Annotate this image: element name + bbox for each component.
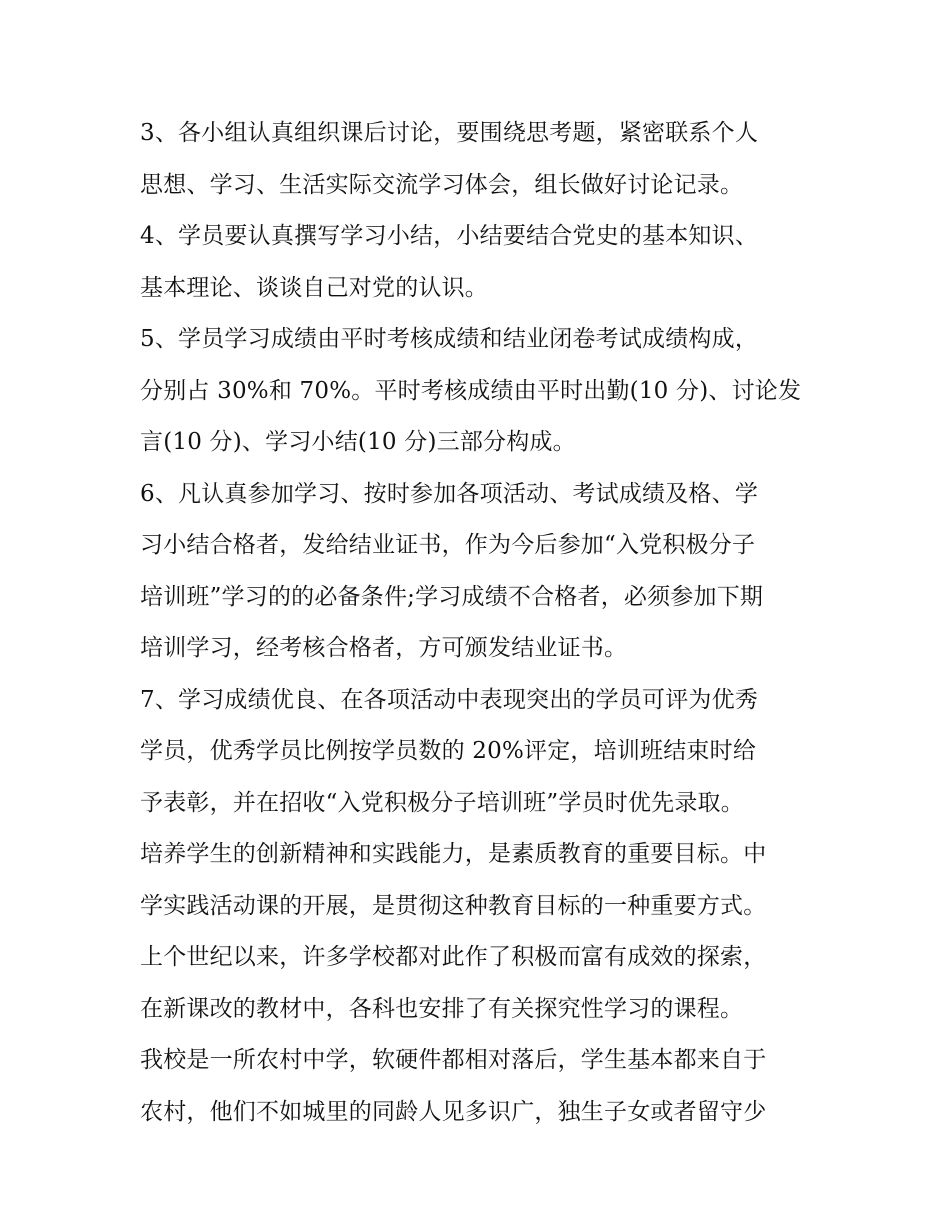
text-line: 3、各小组认真组织课后讨论，要围绕思考题，紧密联系个人 (140, 120, 759, 146)
paragraph-item-6 (140, 469, 820, 675)
paragraph-item-3 (140, 108, 820, 211)
paragraph-item-5 (140, 314, 820, 469)
paragraph-school (140, 1035, 820, 1138)
text-line: 5、学员学习成绩由平时考核成绩和结业闭卷考试成绩构成， (140, 326, 759, 352)
text-line: 思想、学习、生活实际交流学习体会，组长做好讨论记录。 (140, 171, 744, 198)
text-line: 上个世纪以来，许多学校都对此作了积极而富有成效的探索， (140, 944, 767, 970)
text-line: 言(10 分)、学习小结(10 分)三部分构成。 (140, 429, 576, 455)
text-line: 培训班”学习的的必备条件;学习成绩不合格者，必须参加下期 (140, 583, 764, 610)
text-line: 予表彰，并在招收“入党积极分子培训班”学员时优先录取。 (140, 789, 744, 816)
text-line: 我校是一所农村中学，软硬件都相对落后，学生基本都来自于 (140, 1047, 767, 1073)
text-line: 基本理论、谈谈自己对党的认识。 (140, 274, 488, 301)
text-line: 分别占 30%和 70%。平时考核成绩由平时出勤(10 分)、讨论发 (140, 377, 802, 404)
text-line: 在新课改的教材中，各科也安排了有关探究性学习的课程。 (140, 995, 744, 1022)
document-body (140, 108, 820, 1138)
text-line: 培训学习，经考核合格者，方可颁发结业证书。 (140, 635, 628, 661)
text-line: 农村，他们不如城里的同龄人见多识广，独生子女或者留守少 (140, 1098, 767, 1125)
text-line: 4、学员要认真撰写学习小结，小结要结合党史的基本知识、 (140, 223, 759, 249)
text-line: 学员，优秀学员比例按学员数的 20%评定，培训班结束时给 (140, 738, 757, 764)
paragraph-item-7 (140, 675, 820, 830)
paragraph-item-4 (140, 211, 820, 314)
text-line: 6、凡认真参加学习、按时参加各项活动、考试成绩及格、学 (140, 480, 759, 507)
text-line: 习小结合格者，发给结业证书，作为今后参加“入党积极分子 (140, 532, 756, 558)
text-line: 培养学生的创新精神和实践能力，是素质教育的重要目标。中 (140, 841, 767, 867)
text-line: 学实践活动课的开展，是贯彻这种教育目标的一种重要方式。 (140, 892, 767, 919)
text-line: 7、学习成绩优良、在各项活动中表现突出的学员可评为优秀 (140, 686, 759, 713)
paragraph-innovation (140, 829, 820, 1035)
